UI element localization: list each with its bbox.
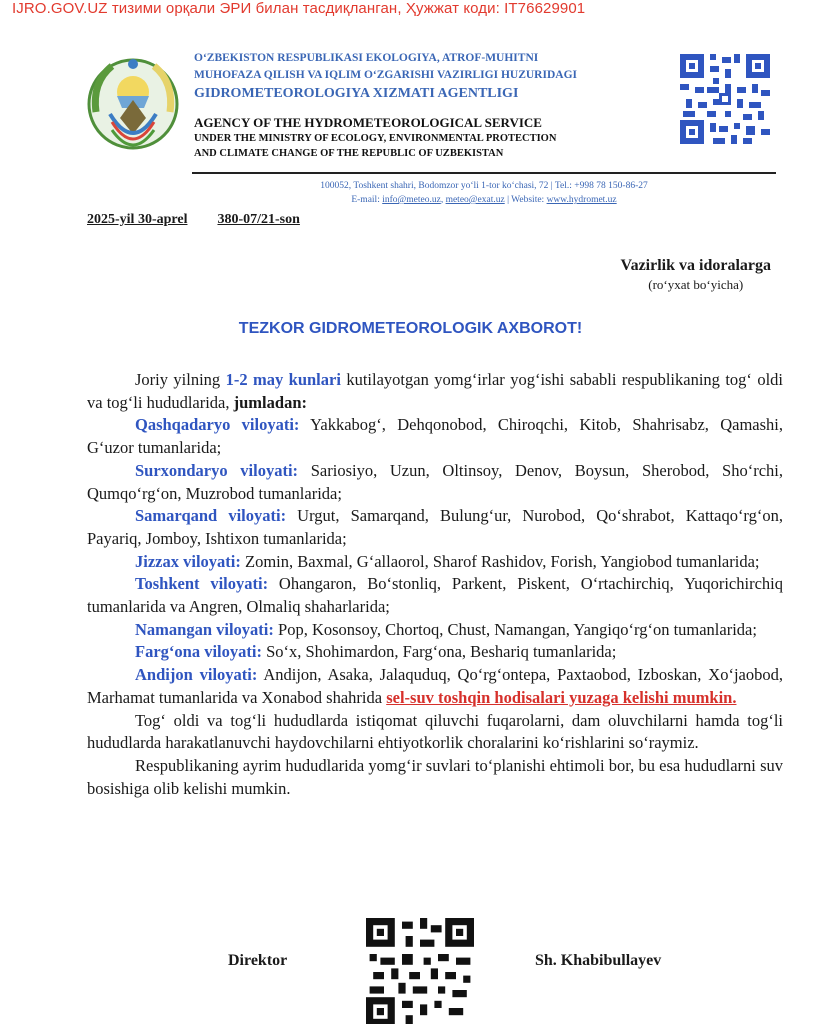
region-name: Samarqand viloyati: bbox=[135, 506, 287, 526]
region-districts: Yakkabog‘, Dehqonobod, Chiroqchi, Kitob, Shahrisabz, Qamashi, G‘uzor tumanlarida; bbox=[87, 415, 783, 458]
email-line bbox=[192, 193, 776, 207]
email-prefix: E-mail: bbox=[351, 195, 383, 205]
intro-bold: jumladan: bbox=[233, 392, 307, 412]
qr-code-icon bbox=[680, 54, 770, 144]
document-number: 380-07/21-son bbox=[217, 212, 300, 227]
email-link-info[interactable]: info@meteo.uz bbox=[382, 195, 441, 205]
system-notice: IJRO.GOV.UZ тизими орқали ЭРИ билан тасдиқланган, Ҳужжат коди: IT76629901 bbox=[12, 0, 586, 17]
signer-title: Direktor bbox=[228, 952, 288, 969]
region-paragraph bbox=[87, 641, 783, 664]
region-name: Andijon viloyati: bbox=[135, 665, 258, 685]
contact-info bbox=[192, 179, 776, 207]
region-name: Jizzax viloyati: bbox=[135, 551, 241, 571]
website-link[interactable]: www.hydromet.uz bbox=[546, 195, 617, 205]
region-districts: Zomin, Baxmal, G‘allaorol, Sharof Rashidov, Forish, Yangiobod tumanlarida; bbox=[240, 551, 760, 571]
region-districts: Ohangaron, Bo‘stonliq, Parkent, Piskent, O‘rtachirchiq, Yuqorichirchiq tumanlarida va Angren, Olmaliq shaharlarida; bbox=[87, 574, 783, 617]
region-paragraph bbox=[87, 460, 783, 505]
organization-header bbox=[194, 50, 674, 161]
website-prefix: | Website: bbox=[504, 195, 547, 205]
org-name-en-line3: AND CLIMATE CHANGE OF THE REPUBLIC OF UZBEKISTAN bbox=[194, 148, 504, 159]
signer-name: Sh. Khabibullayev bbox=[535, 952, 662, 969]
region-name: Namangan viloyati: bbox=[135, 619, 274, 639]
org-name-uz-line2: MUHOFAZA QILISH VA IQLIM O‘ZGARISHI VAZIRLIGI HUZURIDAGI bbox=[194, 69, 577, 81]
region-paragraph bbox=[87, 505, 783, 550]
org-name-en-line2: UNDER THE MINISTRY OF ECOLOGY, ENVIRONMENTAL PROTECTION bbox=[194, 133, 557, 144]
region-name: Farg‘ona viloyati: bbox=[135, 642, 262, 662]
region-name: Surxondaryo viloyati: bbox=[135, 460, 299, 480]
flood-warning: sel-suv toshqin hodisalari yuzaga kelishi mumkin. bbox=[386, 687, 737, 707]
qr-code-icon bbox=[366, 918, 474, 1024]
state-emblem-icon bbox=[82, 52, 184, 162]
recipient-note: (ro‘yxat bo‘yicha) bbox=[648, 277, 744, 292]
region-paragraph bbox=[87, 414, 783, 459]
intro-highlight: 1-2 may kunlari bbox=[225, 370, 341, 389]
region-districts: Urgut, Samarqand, Bulung‘ur, Nurobod, Qo‘shrabot, Kattaqo‘rg‘on, Payariq, Jomboy, Ishtixon tumanlarida; bbox=[87, 506, 784, 548]
region-paragraph bbox=[87, 551, 783, 574]
region-name: Qashqadaryo viloyati: bbox=[135, 415, 300, 435]
address-line: 100052, Toshkent shahri, Bodomzor yo‘li 1-tor ko‘chasi, 72 | Tel.: +998 78 150-86-27 bbox=[320, 181, 648, 191]
advisory-paragraph: Tog‘ oldi va tog‘li hududlarda istiqomat qiluvchi fuqarolarni, dam oluvchilarni hamda tog‘li hududlarda harakatlanuvchi haydovchilarni ehtiyotkorlik choralarini ko‘rishlarini so‘raymiz. bbox=[87, 710, 783, 753]
document-title: TEZKOR GIDROMETEOROLOGIK AXBOROT! bbox=[238, 320, 583, 337]
recipient: Vazirlik va idoralarga bbox=[620, 257, 771, 274]
recipient-block bbox=[620, 257, 771, 293]
intro-paragraph bbox=[87, 369, 783, 414]
advisory-paragraph: Respublikaning ayrim hududlarida yomg‘ir suvlari to‘planishi ehtimoli bor, bu esa hududlarni suv bosishiga olib kelishi mumkin. bbox=[87, 755, 783, 798]
region-districts: Sariosiyo, Uzun, Oltinsoy, Denov, Boysun, Sherobod, Sho‘rchi, Qumqo‘rg‘on, Muzrobod tumanlarida; bbox=[87, 460, 783, 503]
region-districts: Pop, Kosonsoy, Chortoq, Chust, Namangan, Yangiqo‘rg‘on tumanlarida; bbox=[273, 619, 757, 639]
document-date: 2025-yil 30-aprel bbox=[87, 212, 188, 227]
email-link-meteo[interactable]: meteo@exat.uz bbox=[445, 195, 505, 205]
org-name-uz-line3: GIDROMETEOROLOGIYA XIZMATI AGENTLIGI bbox=[194, 86, 519, 101]
region-districts: Andijon, Asaka, Jalaquduq, Qo‘rg‘ontepa, Paxtaobod, Izboskan, Xo‘jaobod, Marhamat tumanlarida va Xonabod shahrida bbox=[87, 665, 783, 707]
region-paragraph bbox=[87, 573, 783, 618]
region-name: Toshkent viloyati: bbox=[135, 574, 269, 594]
intro-text-b: kutilayotgan yomg‘irlar yog‘ishi sababli respublikaning tog‘ oldi va tog‘li hududlarida, bbox=[87, 370, 783, 412]
region-districts: So‘x, Shohimardon, Farg‘ona, Beshariq tumanlarida; bbox=[261, 642, 617, 662]
region-paragraph bbox=[87, 619, 783, 642]
email-separator: , bbox=[440, 195, 446, 205]
document-body bbox=[87, 369, 783, 800]
document-date-number bbox=[87, 212, 300, 228]
intro-text-a: Joriy yilning bbox=[135, 370, 226, 389]
header-divider bbox=[192, 172, 776, 174]
org-name-uz-line1: O‘ZBEKISTON RESPUBLIKASI EKOLOGIYA, ATROF-MUHITNI bbox=[194, 52, 539, 64]
org-name-en-line1: AGENCY OF THE HYDROMETEOROLOGICAL SERVICE bbox=[194, 115, 542, 130]
region-paragraph bbox=[87, 664, 783, 709]
